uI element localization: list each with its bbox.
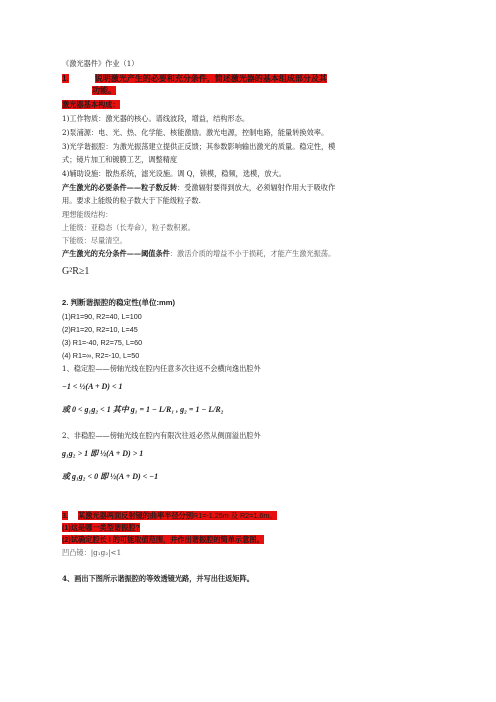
stable-formula-1: −1 < ½(A + D) < 1 (62, 382, 123, 391)
q2-case-4: (4) R1=∞, R2=-10, L=50 (62, 351, 140, 360)
q2-case-1: (1)R1=90, R2=40, L=100 (62, 312, 142, 321)
q3-sub2 (62, 535, 264, 544)
q1-answer-heading (62, 100, 120, 109)
q1-item-3: 3)光学谐振腔：为激光振荡建立提供正反馈；其参数影响输出激光的质量。稳定性，模 (62, 142, 336, 151)
q1-item-2: 2)泵浦源：电、光、热、化学能、核能激励。激光电源，控制电路，能量转换效率。 (62, 128, 329, 137)
heading-text: 激光器基本构成： (62, 100, 120, 109)
doc-title: 《激光器件》作业（1） (62, 59, 139, 68)
q3-values: R1=-1.25m 及 R2=1.6m。 (193, 511, 277, 520)
necessary-condition (62, 183, 335, 192)
q3-sub1-text: (1)这是哪一类型谐振腔? (62, 523, 140, 532)
q3-line (62, 511, 277, 520)
sufficient-label: 产生激光的充分条件——阈值条件 (62, 249, 170, 258)
upper-level: 上能级：亚稳态（长寿命），粒子数积累。 (62, 223, 195, 232)
q2-case-3: (3) R1=-40, R2=75, L=60 (62, 338, 143, 347)
lower-level: 下能级：尽量清空。 (62, 236, 127, 245)
stable-formula-2: 或 0 < g₁g₂ < 1 其中 g₁ = 1 − L/R₁ , g₂ = 1 − L/R₂ (62, 405, 224, 414)
q1-number: 1. (62, 74, 69, 83)
sufficient-text: ：激活介质的增益不小于损耗，才能产生激光振荡。 (169, 249, 336, 258)
necessary-cont: 用。要求上能级的粒子数大于下能级粒子数. (62, 196, 201, 205)
q2-case-2: (2)R1=20, R2=10, L=45 (62, 325, 138, 334)
q3-answer: 凹凸镜：|g₁g₂|<1 (62, 548, 122, 557)
q3-number: 3. (62, 511, 68, 520)
sufficient-condition (62, 249, 335, 258)
q1-item-1: 1)工作物质：激光器的核心。谱线波段，增益，结构形态。 (62, 114, 250, 123)
q3-text: 某激光器两面反射镜的曲率半径分别 (78, 511, 194, 520)
unstable-intro: 2、非稳腔——傍轴光线在腔内有限次往返必然从侧面溢出腔外 (62, 431, 261, 440)
q4-text: 4、画出下图所示谐振腔的等效透镜光路，并写出往返矩阵。 (62, 574, 254, 583)
necessary-text: ：受激辐射要得到放大，必须辐射作用大于吸收作 (177, 183, 336, 192)
stable-intro: 1、稳定腔——傍轴光线在腔内任意多次往返不会横向逸出腔外 (62, 364, 261, 373)
q2-heading: 2. 判断谐振腔的稳定性(单位:mm) (62, 298, 176, 307)
q3-sub1 (62, 523, 140, 532)
level-intro: 理想能级结构： (62, 210, 113, 219)
q1-line1 (62, 74, 327, 84)
q1-item-4: 4)辅助设施：散热系统，滤光设施。调 Q，锁模，稳频，选模，放大。 (62, 169, 286, 178)
q3-sub2-text: (2)试确定腔长 l 的可能取值范围，并作出谐振腔的简单示意图。 (62, 535, 264, 544)
q1-item-3-cont: 式；镜片加工和镀膜工艺，调整精度 (62, 155, 178, 164)
unstable-formula-1: g₁g₂ > 1 即 ½(A + D) > 1 (62, 449, 144, 458)
unstable-formula-2: 或 g₁g₂ < 0 即 ½(A + D) < −1 (62, 472, 159, 481)
q1-text-line1: 说明激光产生的必要和充分条件，简述激光器的基本组成部分及其 (94, 74, 327, 83)
necessary-label: 产生激光的必要条件——粒子数反转 (62, 183, 178, 192)
q1-text-line2: 功能。 (92, 86, 116, 95)
threshold-formula: G²R≥1 (62, 266, 90, 277)
q1-line2 (92, 86, 116, 96)
